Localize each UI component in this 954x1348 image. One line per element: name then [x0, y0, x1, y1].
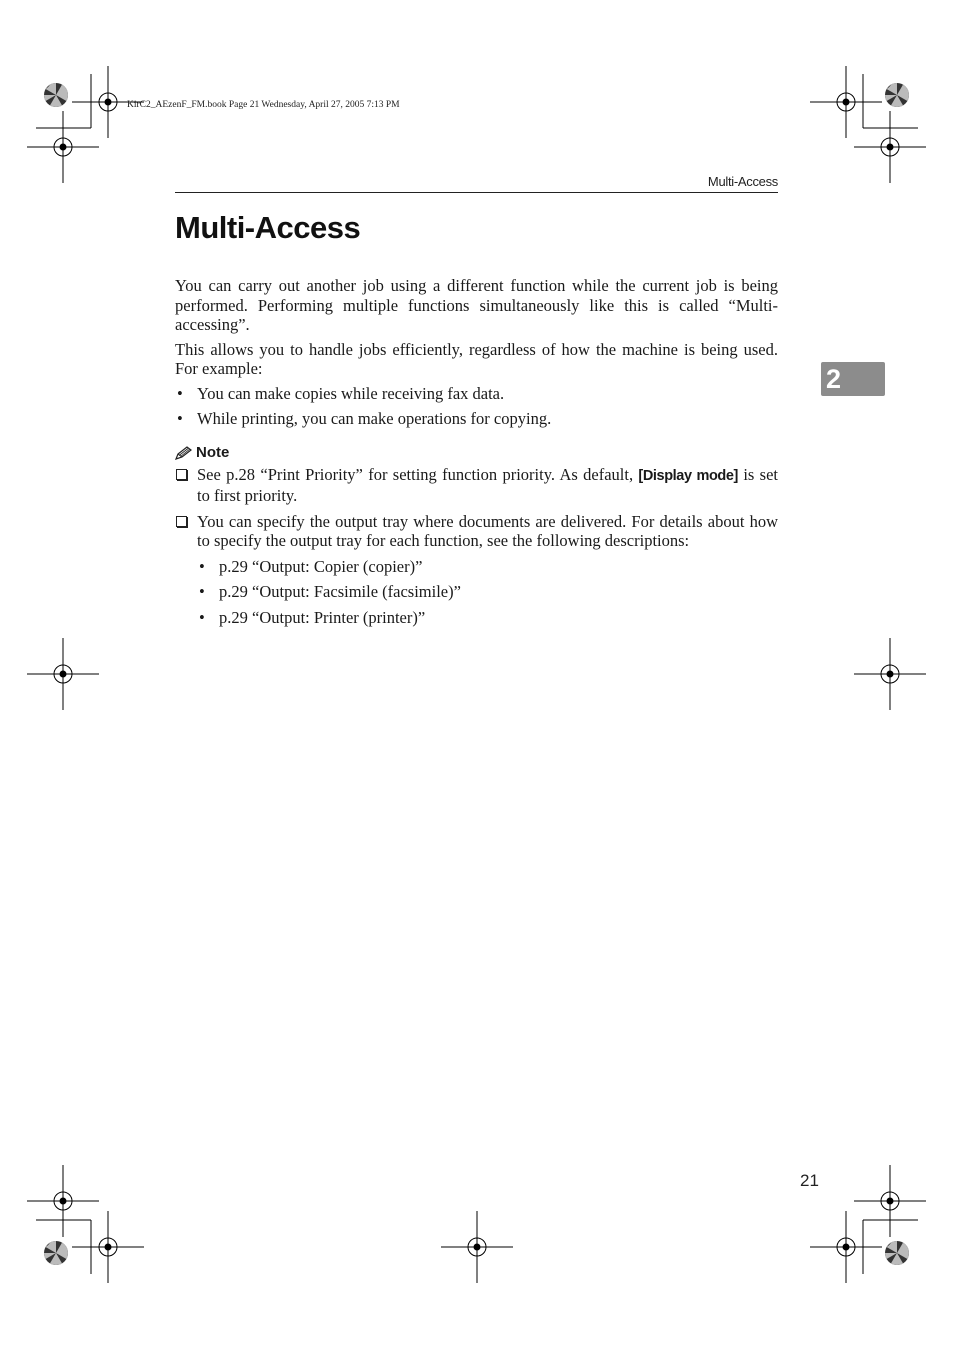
page-title: Multi-Access	[175, 210, 361, 245]
registration-mark-icon	[854, 111, 926, 183]
note-item	[175, 465, 778, 506]
example-list	[175, 384, 778, 429]
starburst-icon	[44, 1241, 68, 1265]
list-item: • You can make copies while receiving fax data.	[175, 384, 778, 404]
starburst-icon	[885, 83, 909, 107]
reference-item: • p.29 “Output: Facsimile (facsimile)”	[197, 582, 778, 602]
reference-item: • p.29 “Output: Printer (printer)”	[197, 608, 778, 628]
checkbox-icon	[176, 516, 187, 527]
print-slug: KirC2_AEzenF_FM.book Page 21 Wednesday, April 27, 2005 7:13 PM	[127, 100, 400, 110]
note-label: Note	[196, 443, 230, 461]
registration-mark-icon	[27, 111, 99, 183]
note-text: is set to first priority.	[197, 464, 779, 505]
page-number: 21	[800, 1171, 819, 1190]
registration-mark-icon	[441, 1211, 513, 1283]
registration-mark-icon	[854, 638, 926, 710]
checkbox-icon	[176, 469, 187, 480]
reference-item: • p.29 “Output: Copier (copier)”	[197, 557, 778, 577]
starburst-icon	[44, 83, 68, 107]
registration-mark-icon	[810, 66, 882, 138]
registration-mark-icon	[72, 1211, 144, 1283]
running-header	[175, 174, 778, 193]
note-item	[175, 512, 778, 628]
chapter-number: 2	[826, 364, 842, 394]
note-list	[175, 465, 778, 628]
note-heading	[175, 443, 778, 463]
registration-mark-icon	[27, 638, 99, 710]
pencil-icon	[175, 446, 193, 460]
note-text: You can specify the output tray where documents are delivered. For details about how to specify the output tray for each function, see the following descriptions:	[197, 511, 778, 550]
registration-mark-icon	[27, 1165, 99, 1237]
starburst-icon	[885, 1241, 909, 1265]
running-header-title: Multi-Access	[707, 174, 778, 189]
reference-list	[197, 557, 778, 628]
registration-mark-icon	[854, 1165, 926, 1237]
note-text: See p.28 “Print Priority” for setting function priority. As default,	[197, 464, 639, 484]
registration-mark-icon	[810, 1211, 882, 1283]
intro-paragraph: This allows you to handle jobs efficiently, regardless of how the machine is being used. For example:	[175, 339, 778, 378]
display-mode-key: [Display mode]	[638, 467, 738, 484]
main-content	[175, 276, 778, 633]
chapter-tab	[821, 362, 885, 396]
list-item: • While printing, you can make operations for copying.	[175, 409, 778, 429]
intro-paragraph: You can carry out another job using a different function while the current job is being performed. Performing multiple functions simultaneously like this is called “Multi-accessing”.	[175, 276, 778, 334]
